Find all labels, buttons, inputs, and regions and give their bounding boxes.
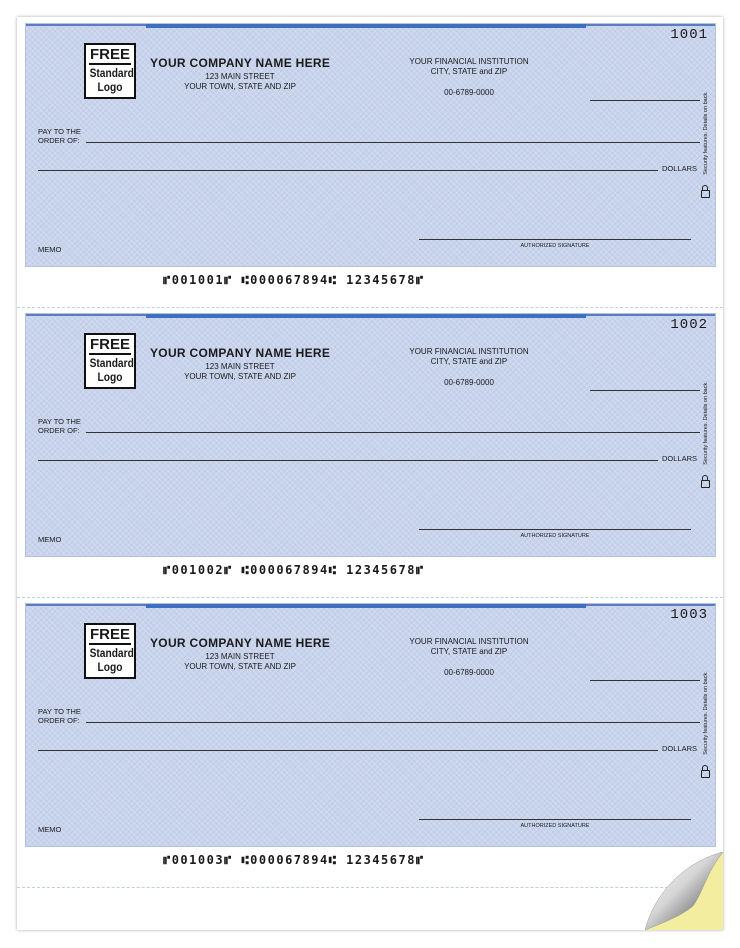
dollars-label: DOLLARS [662, 454, 698, 463]
dollars-label: DOLLARS [662, 164, 698, 173]
security-note: Security features. Details on back. [703, 91, 709, 175]
signature-line[interactable] [419, 529, 691, 530]
page-curl-icon [645, 852, 723, 930]
company-name: YOUR COMPANY NAME HERE [150, 56, 331, 70]
memo-label: MEMO [38, 825, 62, 834]
routing-fraction: 00-6789-0000 [444, 88, 494, 97]
signature-line[interactable] [419, 239, 691, 240]
lock-icon [701, 770, 710, 778]
bank-info: YOUR FINANCIAL INSTITUTION CITY, STATE and ZIP [409, 347, 529, 366]
routing-fraction: 00-6789-0000 [444, 378, 494, 387]
amount-words-line[interactable] [38, 170, 658, 171]
signature-label: AUTHORIZED SIGNATURE [520, 823, 590, 829]
memo-label: MEMO [38, 535, 62, 544]
dollars-label: DOLLARS [662, 744, 698, 753]
logo-line-3: Logo [97, 80, 123, 94]
amount-words-line[interactable] [38, 460, 658, 461]
company-logo: FREE Standard Logo [84, 333, 136, 389]
company-name: YOUR COMPANY NAME HERE [150, 636, 331, 650]
address-line-1: 123 MAIN STREET [205, 72, 275, 81]
date-line[interactable] [590, 390, 700, 391]
memo-label: MEMO [38, 245, 62, 254]
logo-line-2: Standard [89, 66, 134, 80]
micr-line: ⑈001002⑈ ⑆000067894⑆ 12345678⑈ [163, 563, 425, 577]
security-note: Security features. Details on back. [703, 381, 709, 465]
check-3 [25, 603, 716, 847]
bank-info: YOUR FINANCIAL INSTITUTION CITY, STATE and ZIP [409, 637, 529, 656]
check-top-bar [146, 24, 586, 28]
amount-words-line[interactable] [38, 750, 658, 751]
check-2 [25, 313, 716, 557]
perforation [17, 307, 723, 308]
address-line-2: YOUR TOWN, STATE AND ZIP [184, 82, 296, 91]
pay-to-label: PAY TO THE ORDER OF: [38, 127, 81, 145]
signature-label: AUTHORIZED SIGNATURE [520, 533, 590, 539]
routing-fraction: 00-6789-0000 [444, 668, 494, 677]
perforation [17, 887, 723, 888]
check-1 [25, 23, 716, 267]
signature-line[interactable] [419, 819, 691, 820]
lock-icon [701, 480, 710, 488]
security-note: Security features. Details on back. [703, 671, 709, 755]
company-logo [84, 43, 136, 99]
company-logo: FREE Standard Logo [84, 623, 136, 679]
bank-info [406, 57, 532, 77]
date-line[interactable] [590, 680, 700, 681]
logo-line-1: FREE [89, 46, 130, 63]
micr-line: ⑈001003⑈ ⑆000067894⑆ 12345678⑈ [163, 853, 425, 867]
company-address: 123 MAIN STREET YOUR TOWN, STATE AND ZIP [184, 362, 296, 381]
payee-line[interactable] [86, 142, 700, 143]
check-number: 1002 [670, 317, 708, 333]
perforation [17, 597, 723, 598]
bank-city: CITY, STATE and ZIP [430, 67, 508, 76]
bank-name: YOUR FINANCIAL INSTITUTION [409, 57, 529, 66]
company-address [150, 72, 330, 92]
check-number: 1001 [670, 27, 708, 43]
micr-line: ⑈001001⑈ ⑆000067894⑆ 12345678⑈ [163, 273, 425, 287]
payee-line[interactable] [86, 432, 700, 433]
signature-label: AUTHORIZED SIGNATURE [520, 243, 590, 249]
company-name: YOUR COMPANY NAME HERE [150, 346, 331, 360]
lock-icon [701, 190, 710, 198]
company-address: 123 MAIN STREET YOUR TOWN, STATE AND ZIP [184, 652, 296, 671]
pay-to-label: PAY TO THE ORDER OF: [38, 417, 81, 435]
pay-to-label: PAY TO THE ORDER OF: [38, 707, 81, 725]
check-sheet [17, 17, 723, 930]
payee-line[interactable] [86, 722, 700, 723]
date-line[interactable] [590, 100, 700, 101]
check-number: 1003 [670, 607, 708, 623]
